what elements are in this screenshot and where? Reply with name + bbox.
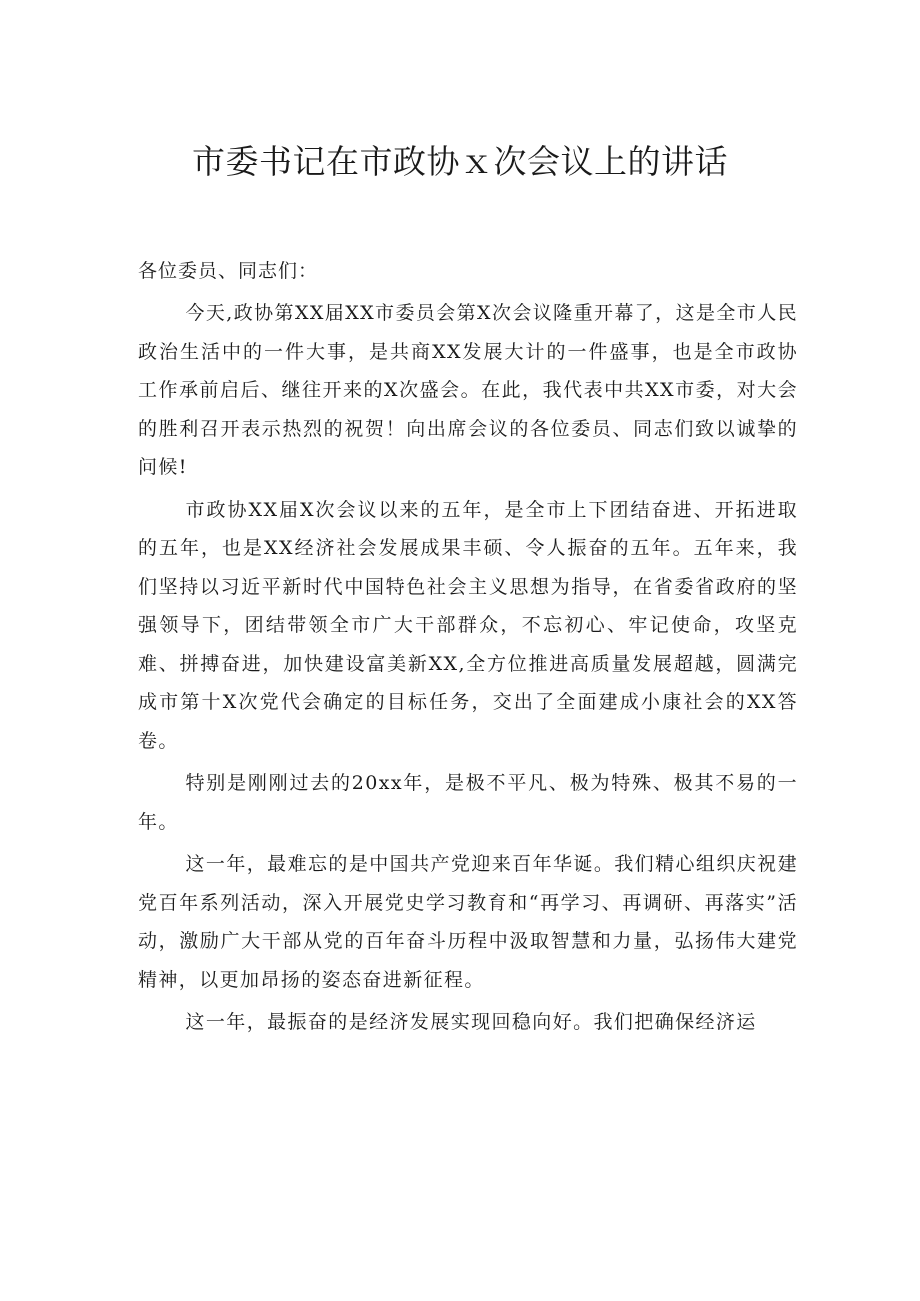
- paragraph-five-years: 市政协XX届X次会议以来的五年，是全市上下团结奋进、开拓进取的五年，也是XX经济社会发展成果丰硕、令人振奋的五年。五年来，我们坚持以习近平新时代中国特色社会主义思想为指导，在省委省政府的坚强领导下，团结带领全市广大干部群众，不忘初心、牢记使命，攻坚克难、拼搏奋进，加快建设富美新XX,全方位推进高质量发展超越，圆满完成市第十X次党代会确定的目标任务，交出了全面建成小康社会的XX答卷。: [138, 498, 798, 752]
- paragraph-party-centenary: 这一年，最难忘的是中国共产党迎来百年华诞。我们精心组织庆祝建党百年系列活动，深入开展党史学习教育和“再学习、再调研、再落实”活动，激励广大干部从党的百年奋斗历程中汲取智慧和力量，弘扬伟大建党精神，以更加昂扬的姿态奋进新征程。: [138, 853, 798, 991]
- paragraph-opening: 今天,政协第XX届XX市委员会第X次会议隆重开幕了，这是全市人民政治生活中的一件大事，是共商XX发展大计的一件盛事，也是全市政协工作承前启后、继往开来的X次盛会。在此，我代表中共XX市委，对大会的胜利召开表示热烈的祝贺！向出席会议的各位委员、同志们致以诚挚的问候!: [138, 302, 798, 478]
- paragraph-economy: 这一年，最振奋的是经济发展实现回稳向好。我们把确保经济运: [185, 1011, 757, 1033]
- document-body: [138, 252, 798, 1042]
- paragraph-past-year: 特别是刚刚过去的20xx年，是极不平凡、极为特殊、极其不易的一年。: [138, 772, 798, 833]
- salutation: 各位委员、同志们：: [138, 260, 319, 282]
- document-title: 市委书记在市政协ｘ次会议上的讲话: [192, 142, 728, 181]
